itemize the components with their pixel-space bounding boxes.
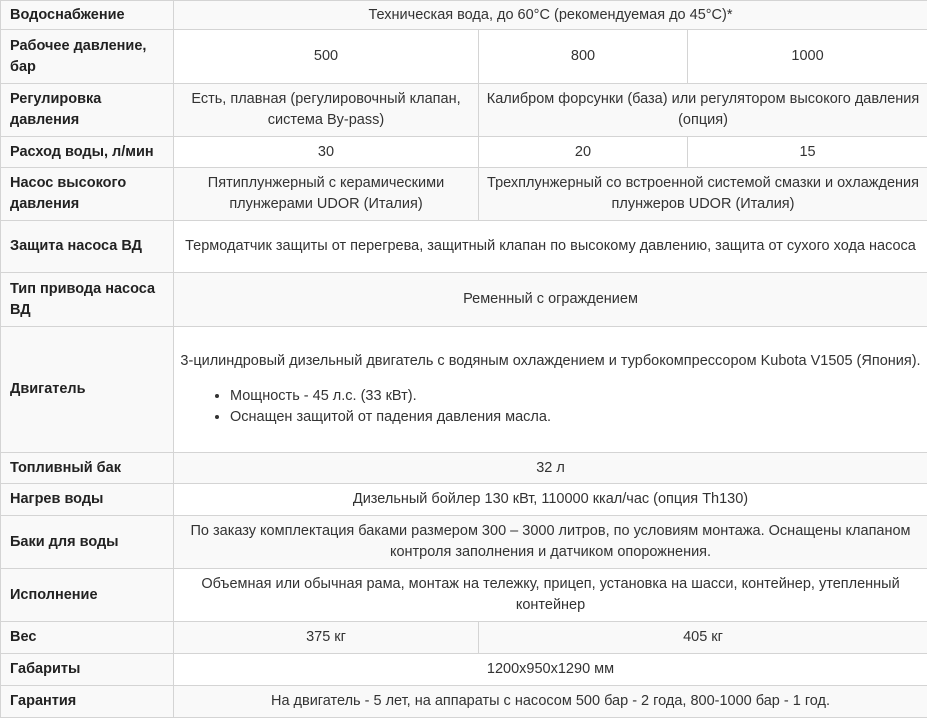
list-item: • Оснащен защитой от падения давления масла. [230,407,921,428]
row-water-supply [1,1,927,30]
row-engine [1,327,927,453]
cell-value: 32 л [174,453,927,484]
cell-value: Термодатчик защиты от перегрева, защитный клапан по высокому давлению, защита от сухого хода насоса [174,221,927,273]
row-pressure-regulation [1,84,927,137]
row-label: Тип привода насоса ВД [1,273,174,327]
cell-value: По заказу комплектация баками размером 300 – 3000 литров, по условиям монтажа. Оснащены клапаном контроля заполнения и датчиком опорожнения. [174,516,927,569]
row-label: Расход воды, л/мин [1,137,174,168]
row-pump-drive-type [1,273,927,327]
row-label: Баки для воды [1,516,174,569]
row-dimensions [1,654,927,686]
row-label: Вес [1,622,174,654]
cell-value: 1200х950х1290 мм [174,654,927,686]
row-label: Топливный бак [1,453,174,484]
engine-features-list [180,386,921,428]
row-weight [1,622,927,654]
cell-value: Ременный с ограждением [174,273,927,327]
cell-value-500: 500 [174,30,479,84]
row-label: Нагрев воды [1,484,174,516]
cell-value: На двигатель - 5 лет, на аппараты с насосом 500 бар - 2 года, 800-1000 бар - 1 год. [174,686,927,718]
cell-value-800: 20 [479,137,688,168]
engine-description: 3-цилиндровый дизельный двигатель с водяным охлаждением и турбокомпрессором Kubota V1505 (Япония). [180,353,921,369]
row-label: Регулировка давления [1,84,174,137]
row-label: Насос высокого давления [1,168,174,221]
cell-value-1000: 1000 [688,30,927,84]
cell-value-800-1000: Калибром форсунки (база) или регулятором высокого давления (опция) [479,84,927,137]
row-label: Двигатель [1,327,174,453]
row-execution [1,569,927,622]
row-label: Гарантия [1,686,174,718]
row-warranty [1,686,927,718]
cell-value-800-1000: 405 кг [479,622,927,654]
row-pump-protection [1,221,927,273]
cell-value: Дизельный бойлер 130 кВт, 110000 ккал/час (опция Th130) [174,484,927,516]
cell-value-500: Пятиплунжерный с керамическими плунжерами UDOR (Италия) [174,168,479,221]
row-label: Защита насоса ВД [1,221,174,273]
cell-value-500: Есть, плавная (регулировочный клапан, система By-pass) [174,84,479,137]
row-fuel-tank [1,453,927,484]
row-high-pressure-pump [1,168,927,221]
row-working-pressure [1,30,927,84]
cell-value-500: 30 [174,137,479,168]
list-item: • Мощность - 45 л.с. (33 кВт). [230,386,921,407]
row-label: Габариты [1,654,174,686]
cell-value-800: 800 [479,30,688,84]
cell-value: Техническая вода, до 60°С (рекомендуемая до 45°С)* [174,1,927,30]
cell-value [174,327,927,453]
row-water-heating [1,484,927,516]
row-label: Водоснабжение [1,1,174,30]
row-label: Рабочее давление, бар [1,30,174,84]
row-label: Исполнение [1,569,174,622]
row-water-flow [1,137,927,168]
cell-value: Объемная или обычная рама, монтаж на тележку, прицеп, установка на шасси, контейнер, утепленный контейнер [174,569,927,622]
cell-value-1000: 15 [688,137,927,168]
row-water-tanks [1,516,927,569]
cell-value-500: 375 кг [174,622,479,654]
cell-value-800-1000: Трехплунжерный со встроенной системой смазки и охлаждения плунжеров UDOR (Италия) [479,168,927,221]
